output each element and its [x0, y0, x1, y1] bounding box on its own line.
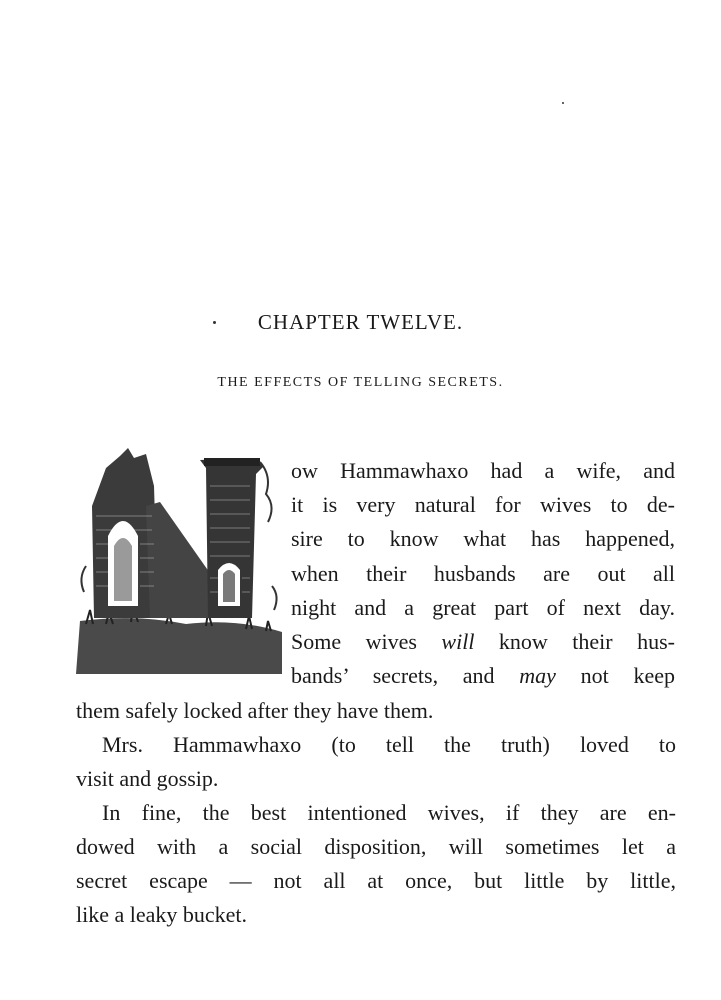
paragraph-line: dowed with a social disposition, will sometimes let a: [76, 834, 676, 859]
paragraph-line: Some wives will know their hus-: [291, 629, 675, 654]
section-title: THE EFFECTS OF TELLING SECRETS.: [217, 375, 504, 390]
ruined-tower-initial-N-icon: [76, 446, 286, 674]
paragraph-line: sire to know what has happened,: [291, 526, 675, 551]
page-speck: [562, 102, 564, 104]
paragraph-line: In fine, the best intentioned wives, if they are en-: [102, 800, 676, 825]
paragraph-line: Mrs. Hammawhaxo (to tell the truth) loved to: [102, 732, 676, 757]
paragraph-line: night and a great part of next day.: [291, 595, 675, 620]
paragraph-line: ow Hammawhaxo had a wife, and: [291, 458, 675, 483]
paragraph-line: like a leaky bucket.: [76, 902, 248, 927]
paragraph-line: visit and gossip.: [76, 766, 219, 791]
paragraph-line: bands’ secrets, and may not keep: [291, 663, 675, 688]
paragraph-line: it is very natural for wives to de-: [291, 492, 675, 517]
paragraph-line: when their husbands are out all: [291, 561, 675, 586]
paragraph-line: secret escape — not all at once, but little by little,: [76, 868, 676, 893]
chapter-title: CHAPTER TWELVE.: [257, 310, 464, 334]
paragraph-line: them safely locked after they have them.: [76, 698, 434, 723]
